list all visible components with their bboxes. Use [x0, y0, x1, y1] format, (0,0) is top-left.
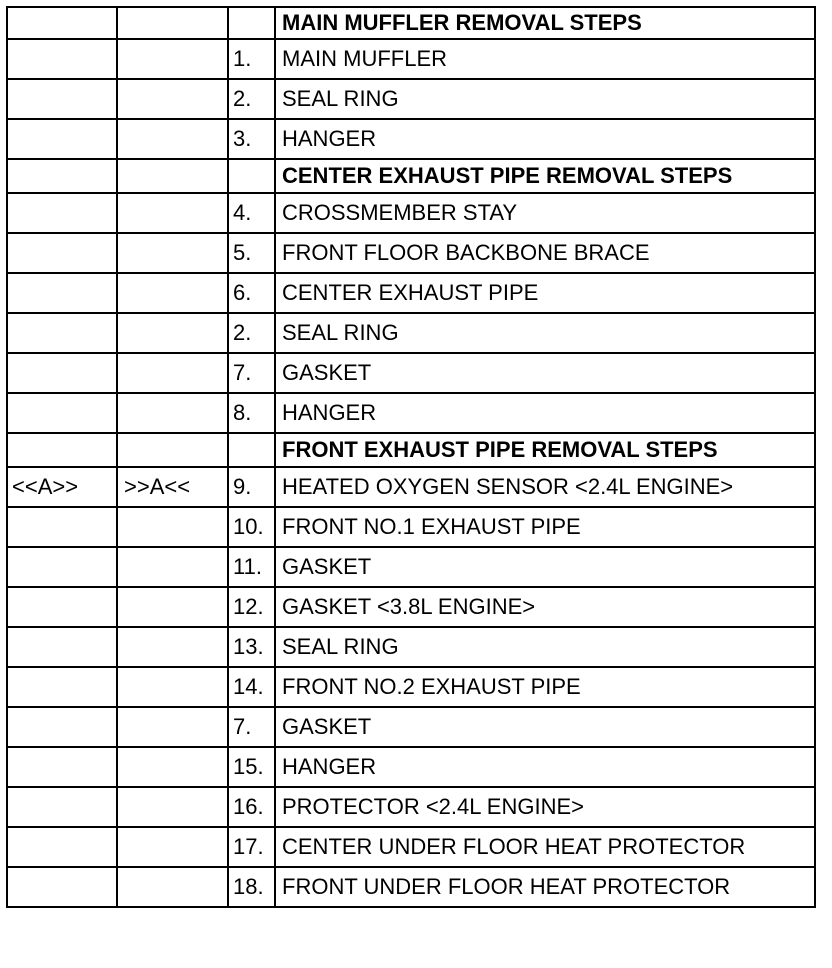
service-point-install-mark	[117, 159, 228, 193]
section-header-row	[7, 7, 815, 39]
step-number: 4.	[228, 193, 275, 233]
step-number: 18.	[228, 867, 275, 907]
step-row	[7, 507, 815, 547]
service-point-removal-mark	[7, 273, 117, 313]
service-point-removal-mark	[7, 433, 117, 467]
step-number	[228, 159, 275, 193]
step-number: 2.	[228, 313, 275, 353]
service-point-install-mark	[117, 119, 228, 159]
service-point-removal-mark	[7, 159, 117, 193]
service-point-install-mark	[117, 313, 228, 353]
service-point-removal-mark	[7, 233, 117, 273]
step-row	[7, 787, 815, 827]
removal-steps-body	[7, 7, 815, 907]
service-point-removal-mark	[7, 79, 117, 119]
service-point-removal-mark	[7, 587, 117, 627]
step-row	[7, 467, 815, 507]
service-point-install-mark	[117, 7, 228, 39]
step-number: 15.	[228, 747, 275, 787]
step-row	[7, 747, 815, 787]
step-number: 10.	[228, 507, 275, 547]
service-point-removal-mark	[7, 39, 117, 79]
step-description: HANGER	[275, 393, 815, 433]
step-row	[7, 667, 815, 707]
service-point-removal-mark	[7, 507, 117, 547]
step-row	[7, 547, 815, 587]
step-row	[7, 79, 815, 119]
step-description: SEAL RING	[275, 79, 815, 119]
step-number: 7.	[228, 353, 275, 393]
service-point-removal-mark	[7, 547, 117, 587]
service-point-removal-mark: <<A>>	[7, 467, 117, 507]
service-point-install-mark	[117, 507, 228, 547]
step-description: MAIN MUFFLER	[275, 39, 815, 79]
step-number: 12.	[228, 587, 275, 627]
step-row	[7, 39, 815, 79]
step-number: 14.	[228, 667, 275, 707]
step-description: FRONT NO.2 EXHAUST PIPE	[275, 667, 815, 707]
removal-steps-table	[6, 6, 816, 908]
service-point-removal-mark	[7, 353, 117, 393]
step-number: 13.	[228, 627, 275, 667]
service-point-install-mark	[117, 787, 228, 827]
step-row	[7, 707, 815, 747]
service-point-removal-mark	[7, 193, 117, 233]
step-number: 9.	[228, 467, 275, 507]
service-point-install-mark	[117, 433, 228, 467]
step-row	[7, 193, 815, 233]
step-number: 5.	[228, 233, 275, 273]
service-point-install-mark	[117, 79, 228, 119]
step-row	[7, 627, 815, 667]
step-number: 3.	[228, 119, 275, 159]
service-point-removal-mark	[7, 787, 117, 827]
service-point-removal-mark	[7, 707, 117, 747]
service-point-removal-mark	[7, 119, 117, 159]
service-point-install-mark	[117, 707, 228, 747]
service-point-removal-mark	[7, 747, 117, 787]
service-point-install-mark	[117, 233, 228, 273]
step-number: 8.	[228, 393, 275, 433]
step-row	[7, 273, 815, 313]
service-point-removal-mark	[7, 393, 117, 433]
step-row	[7, 827, 815, 867]
step-row	[7, 587, 815, 627]
step-row	[7, 119, 815, 159]
step-description: GASKET	[275, 547, 815, 587]
step-number: 7.	[228, 707, 275, 747]
service-point-removal-mark	[7, 867, 117, 907]
step-row	[7, 233, 815, 273]
step-description: CENTER UNDER FLOOR HEAT PROTECTOR	[275, 827, 815, 867]
step-row	[7, 313, 815, 353]
service-point-install-mark	[117, 867, 228, 907]
service-point-removal-mark	[7, 627, 117, 667]
service-point-install-mark	[117, 273, 228, 313]
step-number: 16.	[228, 787, 275, 827]
service-point-install-mark	[117, 667, 228, 707]
section-title: CENTER EXHAUST PIPE REMOVAL STEPS	[275, 159, 815, 193]
service-point-install-mark	[117, 393, 228, 433]
step-row	[7, 867, 815, 907]
service-point-install-mark	[117, 587, 228, 627]
step-description: FRONT UNDER FLOOR HEAT PROTECTOR	[275, 867, 815, 907]
service-point-removal-mark	[7, 827, 117, 867]
section-header-row	[7, 433, 815, 467]
service-point-install-mark: >>A<<	[117, 467, 228, 507]
service-point-install-mark	[117, 353, 228, 393]
service-point-install-mark	[117, 39, 228, 79]
service-point-install-mark	[117, 747, 228, 787]
step-description: SEAL RING	[275, 313, 815, 353]
step-number: 6.	[228, 273, 275, 313]
service-point-removal-mark	[7, 7, 117, 39]
service-point-install-mark	[117, 827, 228, 867]
step-row	[7, 393, 815, 433]
section-title: FRONT EXHAUST PIPE REMOVAL STEPS	[275, 433, 815, 467]
section-header-row	[7, 159, 815, 193]
step-row	[7, 353, 815, 393]
step-description: GASKET	[275, 707, 815, 747]
step-description: GASKET	[275, 353, 815, 393]
step-description: GASKET <3.8L ENGINE>	[275, 587, 815, 627]
step-description: SEAL RING	[275, 627, 815, 667]
service-point-install-mark	[117, 193, 228, 233]
step-description: CROSSMEMBER STAY	[275, 193, 815, 233]
step-description: PROTECTOR <2.4L ENGINE>	[275, 787, 815, 827]
step-description: FRONT FLOOR BACKBONE BRACE	[275, 233, 815, 273]
step-description: FRONT NO.1 EXHAUST PIPE	[275, 507, 815, 547]
step-number: 1.	[228, 39, 275, 79]
service-point-removal-mark	[7, 313, 117, 353]
service-point-removal-mark	[7, 667, 117, 707]
step-number: 17.	[228, 827, 275, 867]
step-number	[228, 7, 275, 39]
step-description: HANGER	[275, 747, 815, 787]
step-number	[228, 433, 275, 467]
step-description: HEATED OXYGEN SENSOR <2.4L ENGINE>	[275, 467, 815, 507]
service-point-install-mark	[117, 547, 228, 587]
step-description: CENTER EXHAUST PIPE	[275, 273, 815, 313]
section-title: MAIN MUFFLER REMOVAL STEPS	[275, 7, 815, 39]
step-number: 11.	[228, 547, 275, 587]
step-number: 2.	[228, 79, 275, 119]
step-description: HANGER	[275, 119, 815, 159]
service-point-install-mark	[117, 627, 228, 667]
